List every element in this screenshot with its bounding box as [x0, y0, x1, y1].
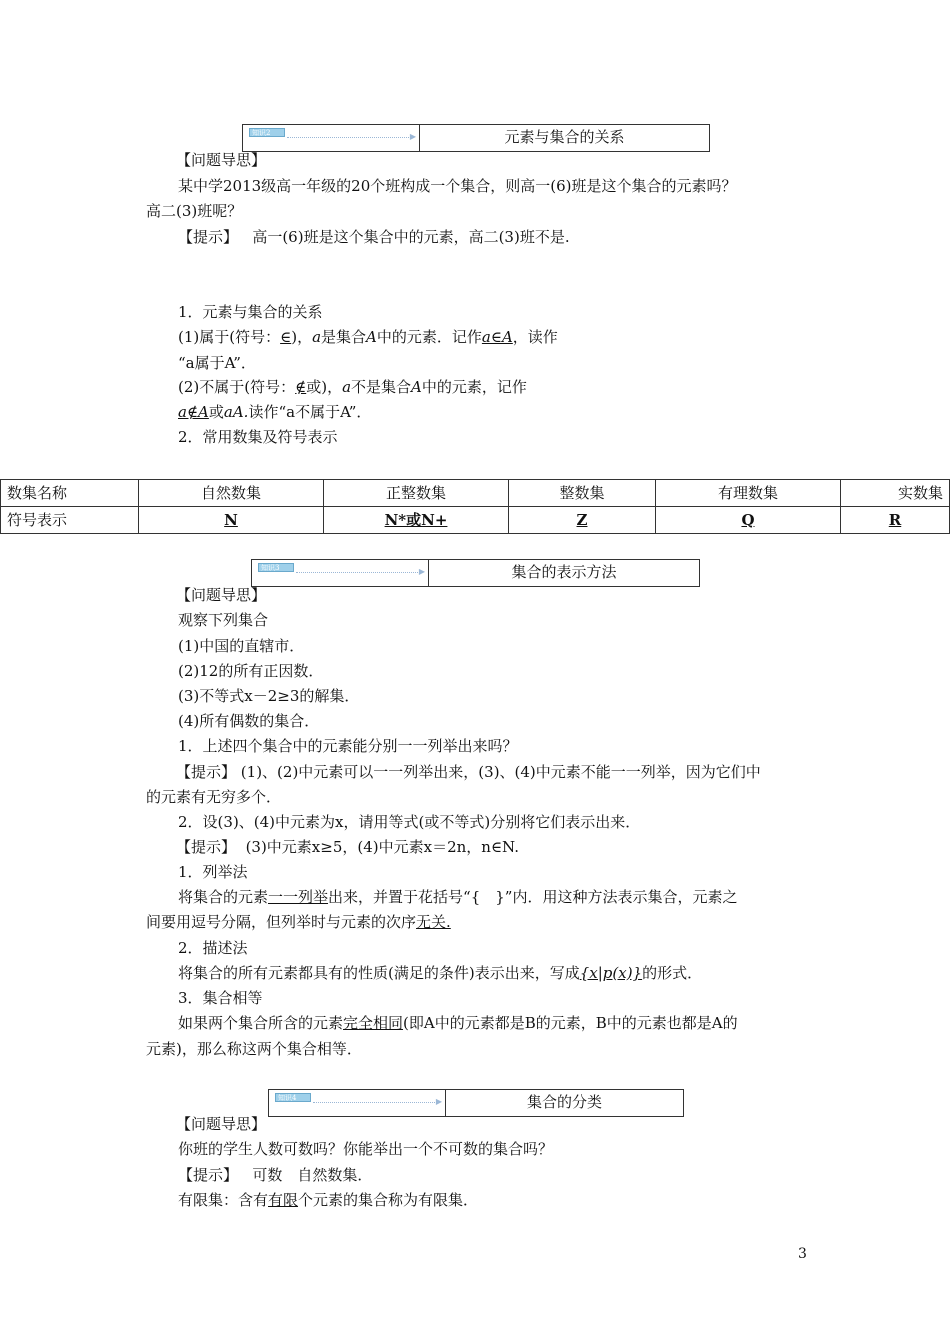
text: ，读作	[512, 328, 558, 346]
text: 是集合	[321, 328, 367, 346]
text: )，	[291, 328, 313, 346]
concept-title: 1．元素与集合的关系	[178, 303, 323, 321]
method-text	[178, 963, 702, 983]
table-row	[1, 480, 950, 507]
table-cell: 实数集	[841, 480, 950, 507]
section-tag	[243, 125, 420, 151]
method-title: 3．集合相等	[178, 989, 263, 1007]
list-item: (3)不等式x－2≥3的解集．	[178, 687, 360, 705]
section-header-2	[242, 124, 710, 152]
hint-text: 高一(6)班是这个集合中的元素，高二(3)班不是.	[252, 228, 570, 246]
text: 如果两个集合所含的元素	[178, 1014, 344, 1032]
section-title: 集合的表示方法	[511, 563, 617, 581]
question-text-cont: 高二(3)班呢？	[146, 202, 243, 220]
question-2: 2．设(3)、(4)中元素为x，请用等式(或不等式)分别将它们表示出来．	[178, 813, 641, 831]
text: 中的元素．记作	[376, 328, 482, 346]
keyword: {x|p(x)}	[579, 964, 643, 982]
finite-set-def	[178, 1190, 478, 1210]
keyword: 无关.	[416, 913, 451, 931]
question-text: 某中学2013级高一年级的20个班构成一个集合，则高一(6)班是这个集合的元素吗？	[178, 177, 737, 195]
text: 的形式．	[642, 964, 703, 982]
text: 不是集合	[351, 378, 412, 396]
symbol-N-plus: N*或N+	[384, 511, 448, 529]
table-cell: 有理数集	[656, 480, 841, 507]
table-cell	[656, 507, 841, 534]
hint-label: 【提示】	[178, 1166, 239, 1184]
hint-text: (1)、(2)中元素可以一一列举出来，(3)、(4)中元素不能一一列举，因为它们中	[240, 763, 761, 781]
tag-badge: 知识4	[275, 1093, 311, 1102]
notation-belongs: a∈A	[481, 328, 513, 346]
text: 或)，	[306, 378, 343, 396]
table-cell: 整数集	[509, 480, 656, 507]
text: 间要用逗号分隔，但列举时与元素的次序	[146, 913, 417, 931]
hint-text: 可数 自然数集．	[252, 1166, 373, 1184]
text: (即A中的元素都是B的元素，B中的元素也都是A的	[403, 1014, 738, 1032]
list-item: (1)中国的直辖市．	[178, 637, 305, 655]
table-cell: 正整数集	[324, 480, 509, 507]
table-cell	[509, 507, 656, 534]
var-a: a	[342, 378, 352, 396]
notation-not-belongs: a∉A	[178, 403, 209, 421]
arrowhead-icon: ▶	[435, 1097, 442, 1106]
symbol-Z: Z	[576, 511, 588, 529]
number-sets-table	[0, 479, 950, 534]
text: 将集合的所有元素都具有的性质(满足的条件)表示出来，写成	[178, 964, 580, 982]
section-header-3	[251, 559, 700, 587]
text: 有限集：含有	[178, 1191, 269, 1209]
notation-alt: aA.	[223, 403, 249, 421]
text: 个元素的集合称为有限集．	[298, 1191, 479, 1209]
keyword: 完全相同	[343, 1014, 404, 1032]
hint-label: 【提示】	[176, 763, 237, 781]
arrow-icon	[313, 1102, 437, 1103]
text: 出来，并置于花括号“{ }”内．用这种方法表示集合，元素之	[328, 888, 738, 906]
tag-badge: 知识2	[249, 128, 285, 137]
question-1: 1．上述四个集合中的元素能分别一一列举出来吗？	[178, 737, 518, 755]
list-item: (2)12的所有正因数．	[178, 662, 324, 680]
question-text: 你班的学生人数可数吗？你能举出一个不可数的集合吗？	[178, 1140, 554, 1158]
page-number: 3	[798, 1246, 807, 1262]
hint-text-cont: 的元素有无穷多个．	[146, 788, 282, 806]
number-sets-title: 2．常用数集及符号表示	[178, 428, 338, 446]
tag-badge: 知识3	[258, 563, 294, 572]
hint-label: 【提示】	[176, 838, 237, 856]
symbol-Q: Q	[741, 511, 755, 529]
method-text-cont	[146, 912, 451, 932]
hint-line	[178, 227, 570, 247]
text: 读作“a不属于A”．	[248, 403, 372, 421]
table-row	[1, 507, 950, 534]
belongs-symbol: ∈	[280, 328, 292, 346]
concept-belongs	[178, 327, 558, 347]
not-belongs-symbol: ∉	[295, 378, 307, 396]
question-heading: 【问题导思】	[176, 151, 267, 169]
arrow-icon	[287, 137, 411, 138]
question-heading: 【问题导思】	[176, 586, 267, 604]
table-cell	[139, 507, 324, 534]
arrow-icon	[296, 572, 420, 573]
method-title: 2．描述法	[178, 939, 248, 957]
text: (1)属于(符号：	[178, 328, 281, 346]
section-title: 集合的分类	[526, 1093, 602, 1111]
table-cell: 自然数集	[139, 480, 324, 507]
symbol-R: R	[888, 511, 902, 529]
list-item: 观察下列集合	[178, 611, 269, 629]
symbol-N: N	[224, 511, 238, 529]
var-A: A	[411, 378, 422, 396]
arrowhead-icon: ▶	[409, 132, 416, 141]
keyword: 有限	[268, 1191, 299, 1209]
text: 将集合的元素	[178, 888, 269, 906]
section-title: 元素与集合的关系	[504, 128, 625, 146]
var-a: a	[312, 328, 322, 346]
list-item: (4)所有偶数的集合．	[178, 712, 320, 730]
keyword: 一一列举	[268, 888, 329, 906]
text: (2)不属于(符号：	[178, 378, 296, 396]
hint-line	[178, 1165, 372, 1185]
section-tag	[269, 1090, 446, 1116]
section-header-4	[268, 1089, 684, 1117]
table-cell: 符号表示	[1, 507, 139, 534]
text: 中的元素，记作	[421, 378, 527, 396]
method-text	[178, 1013, 738, 1033]
hint-label: 【提示】	[178, 228, 239, 246]
var-A: A	[366, 328, 377, 346]
question-heading: 【问题导思】	[176, 1115, 267, 1133]
concept-read-belongs: “a属于A”．	[178, 354, 256, 372]
method-text-cont: 元素)，那么称这两个集合相等．	[146, 1040, 362, 1058]
arrowhead-icon: ▶	[418, 567, 425, 576]
concept-not-belongs-notation	[178, 402, 371, 422]
section-tag	[252, 560, 429, 586]
hint-line	[176, 762, 761, 782]
table-cell	[841, 507, 950, 534]
hint-line	[176, 837, 519, 857]
table-cell: 数集名称	[1, 480, 139, 507]
table-cell	[324, 507, 509, 534]
concept-not-belongs	[178, 377, 527, 397]
hint-text: (3)中元素x≥5，(4)中元素x＝2n，n∈N.	[245, 838, 519, 856]
method-title: 1．列举法	[178, 863, 248, 881]
text: 或	[208, 403, 224, 421]
method-text	[178, 887, 737, 907]
